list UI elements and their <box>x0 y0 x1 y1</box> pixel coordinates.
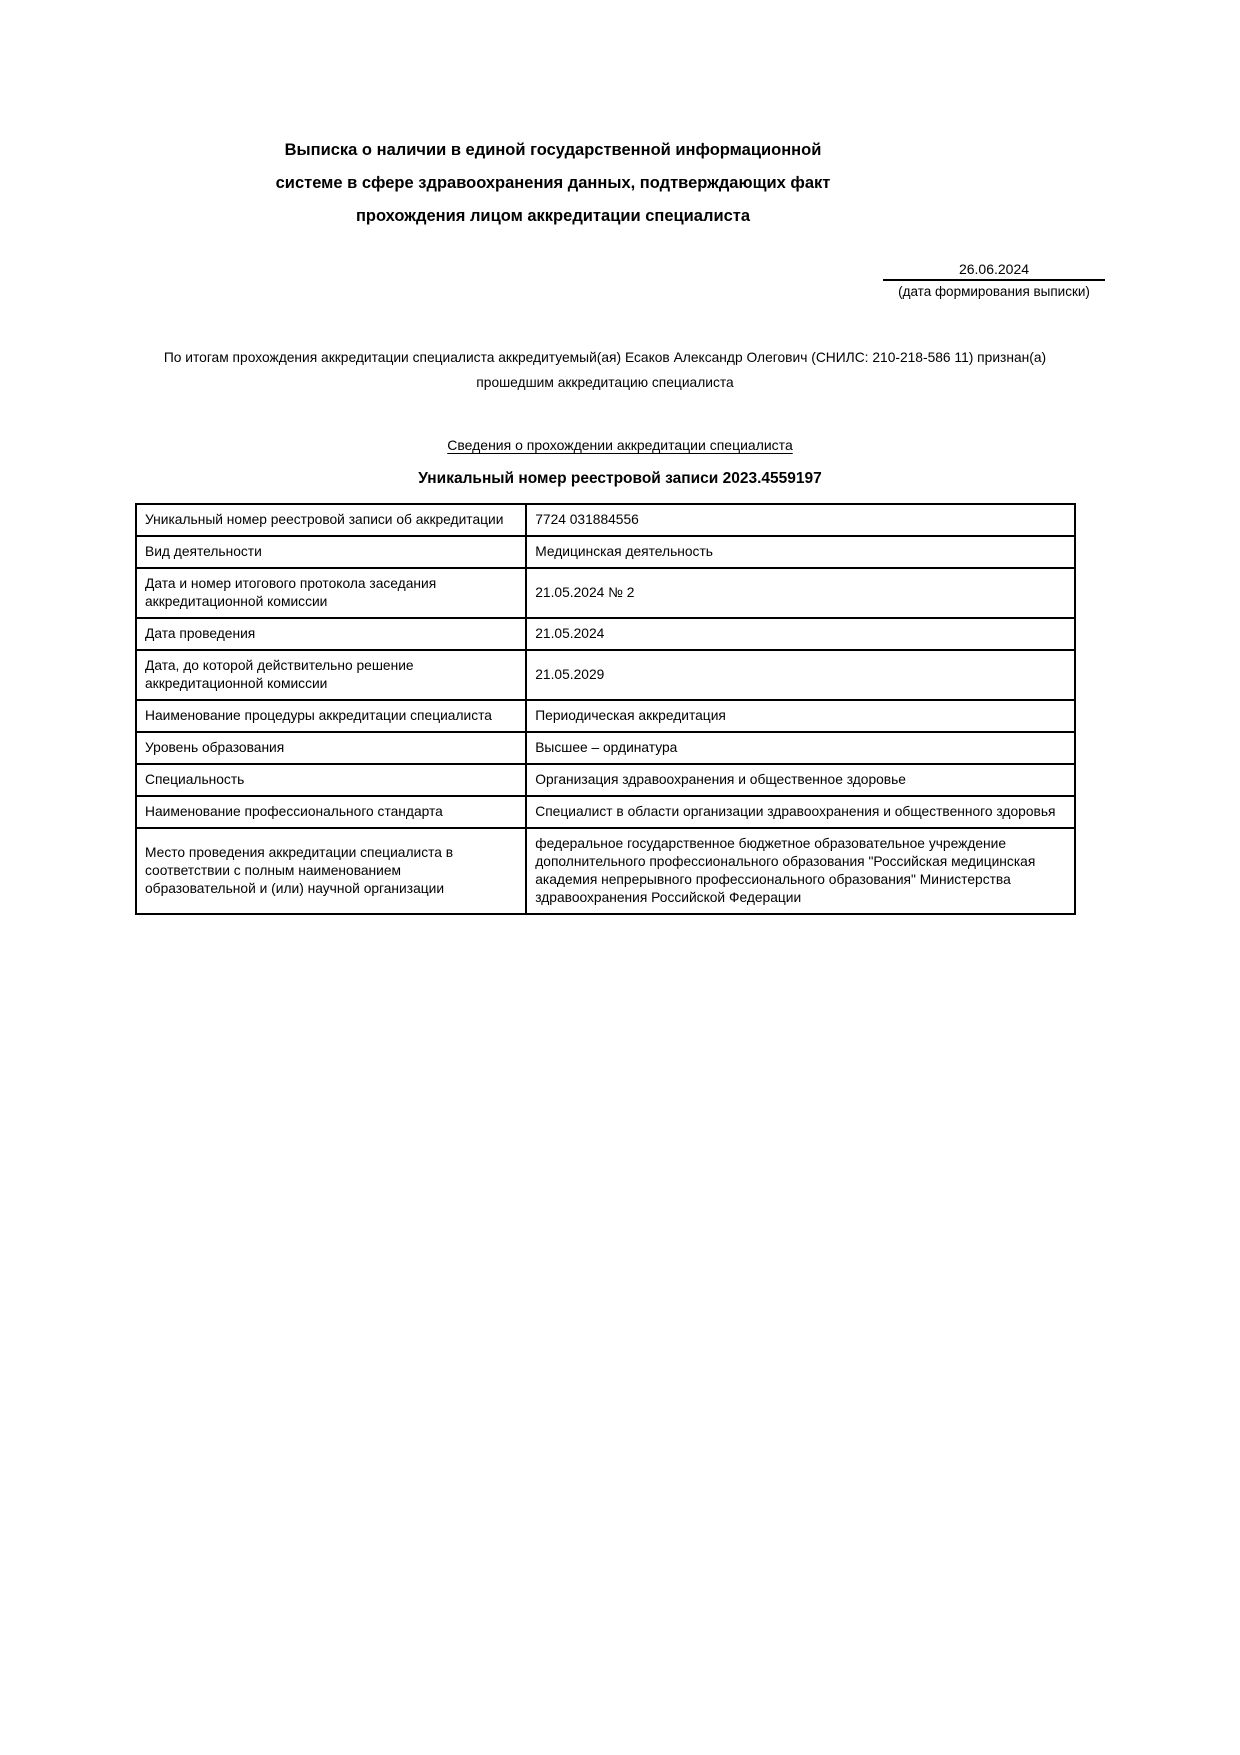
row-value: 7724 031884556 <box>526 504 1075 536</box>
issue-date-caption: (дата формирования выписки) <box>898 284 1090 299</box>
table-row <box>136 700 1075 732</box>
table-row <box>136 796 1075 828</box>
row-label: Вид деятельности <box>136 536 526 568</box>
row-value: Периодическая аккредитация <box>526 700 1075 732</box>
intro-paragraph: По итогам прохождения аккредитации специалиста аккредитуемый(ая) Есаков Александр Олегович (СНИЛС: 210-218-586 11) признан(а) прошедшим аккредитацию специалиста <box>163 350 1047 390</box>
row-label: Наименование профессионального стандарта <box>136 796 526 828</box>
table-row <box>136 828 1075 914</box>
row-label: Место проведения аккредитации специалиста в соответствии с полным наименованием образовательной и (или) научной организации <box>136 828 526 914</box>
row-label: Дата проведения <box>136 618 526 650</box>
table-row <box>136 618 1075 650</box>
table-row <box>136 732 1075 764</box>
issue-date: 26.06.2024 <box>883 261 1105 281</box>
row-value: федеральное государственное бюджетное образовательное учреждение дополнительного профессионального образования "Российская медицинская академия непрерывного профессионального образования" Министерства здравоохранения Российской Федерации <box>526 828 1075 914</box>
table-row <box>136 504 1075 536</box>
row-value: 21.05.2029 <box>526 650 1075 700</box>
row-label: Уникальный номер реестровой записи об аккредитации <box>136 504 526 536</box>
row-value: 21.05.2024 <box>526 618 1075 650</box>
row-value: Специалист в области организации здравоохранения и общественного здоровья <box>526 796 1075 828</box>
issue-date-block <box>876 261 1112 299</box>
accreditation-table <box>135 503 1076 915</box>
page-title-line-3: прохождения лицом аккредитации специалиста <box>355 207 751 225</box>
page-title <box>203 0 903 233</box>
page-title-line-2: системе в сфере здравоохранения данных, подтверждающих факт <box>275 174 831 192</box>
row-value: Высшее – ординатура <box>526 732 1075 764</box>
row-label: Наименование процедуры аккредитации специалиста <box>136 700 526 732</box>
section-heading: Сведения о прохождении аккредитации специалиста <box>447 437 793 453</box>
row-value: Организация здравоохранения и общественное здоровье <box>526 764 1075 796</box>
row-value: Медицинская деятельность <box>526 536 1075 568</box>
registry-number-heading: Уникальный номер реестровой записи 2023.4559197 <box>418 470 822 487</box>
row-value: 21.05.2024 № 2 <box>526 568 1075 618</box>
table-row <box>136 536 1075 568</box>
row-label: Дата и номер итогового протокола заседания аккредитационной комиссии <box>136 568 526 618</box>
accreditation-table-body <box>136 504 1075 914</box>
table-row <box>136 568 1075 618</box>
row-label: Уровень образования <box>136 732 526 764</box>
row-label: Дата, до которой действительно решение аккредитационной комиссии <box>136 650 526 700</box>
table-row <box>136 650 1075 700</box>
table-row <box>136 764 1075 796</box>
page-title-line-1: Выписка о наличии в единой государственной информационной <box>284 141 822 159</box>
row-label: Специальность <box>136 764 526 796</box>
